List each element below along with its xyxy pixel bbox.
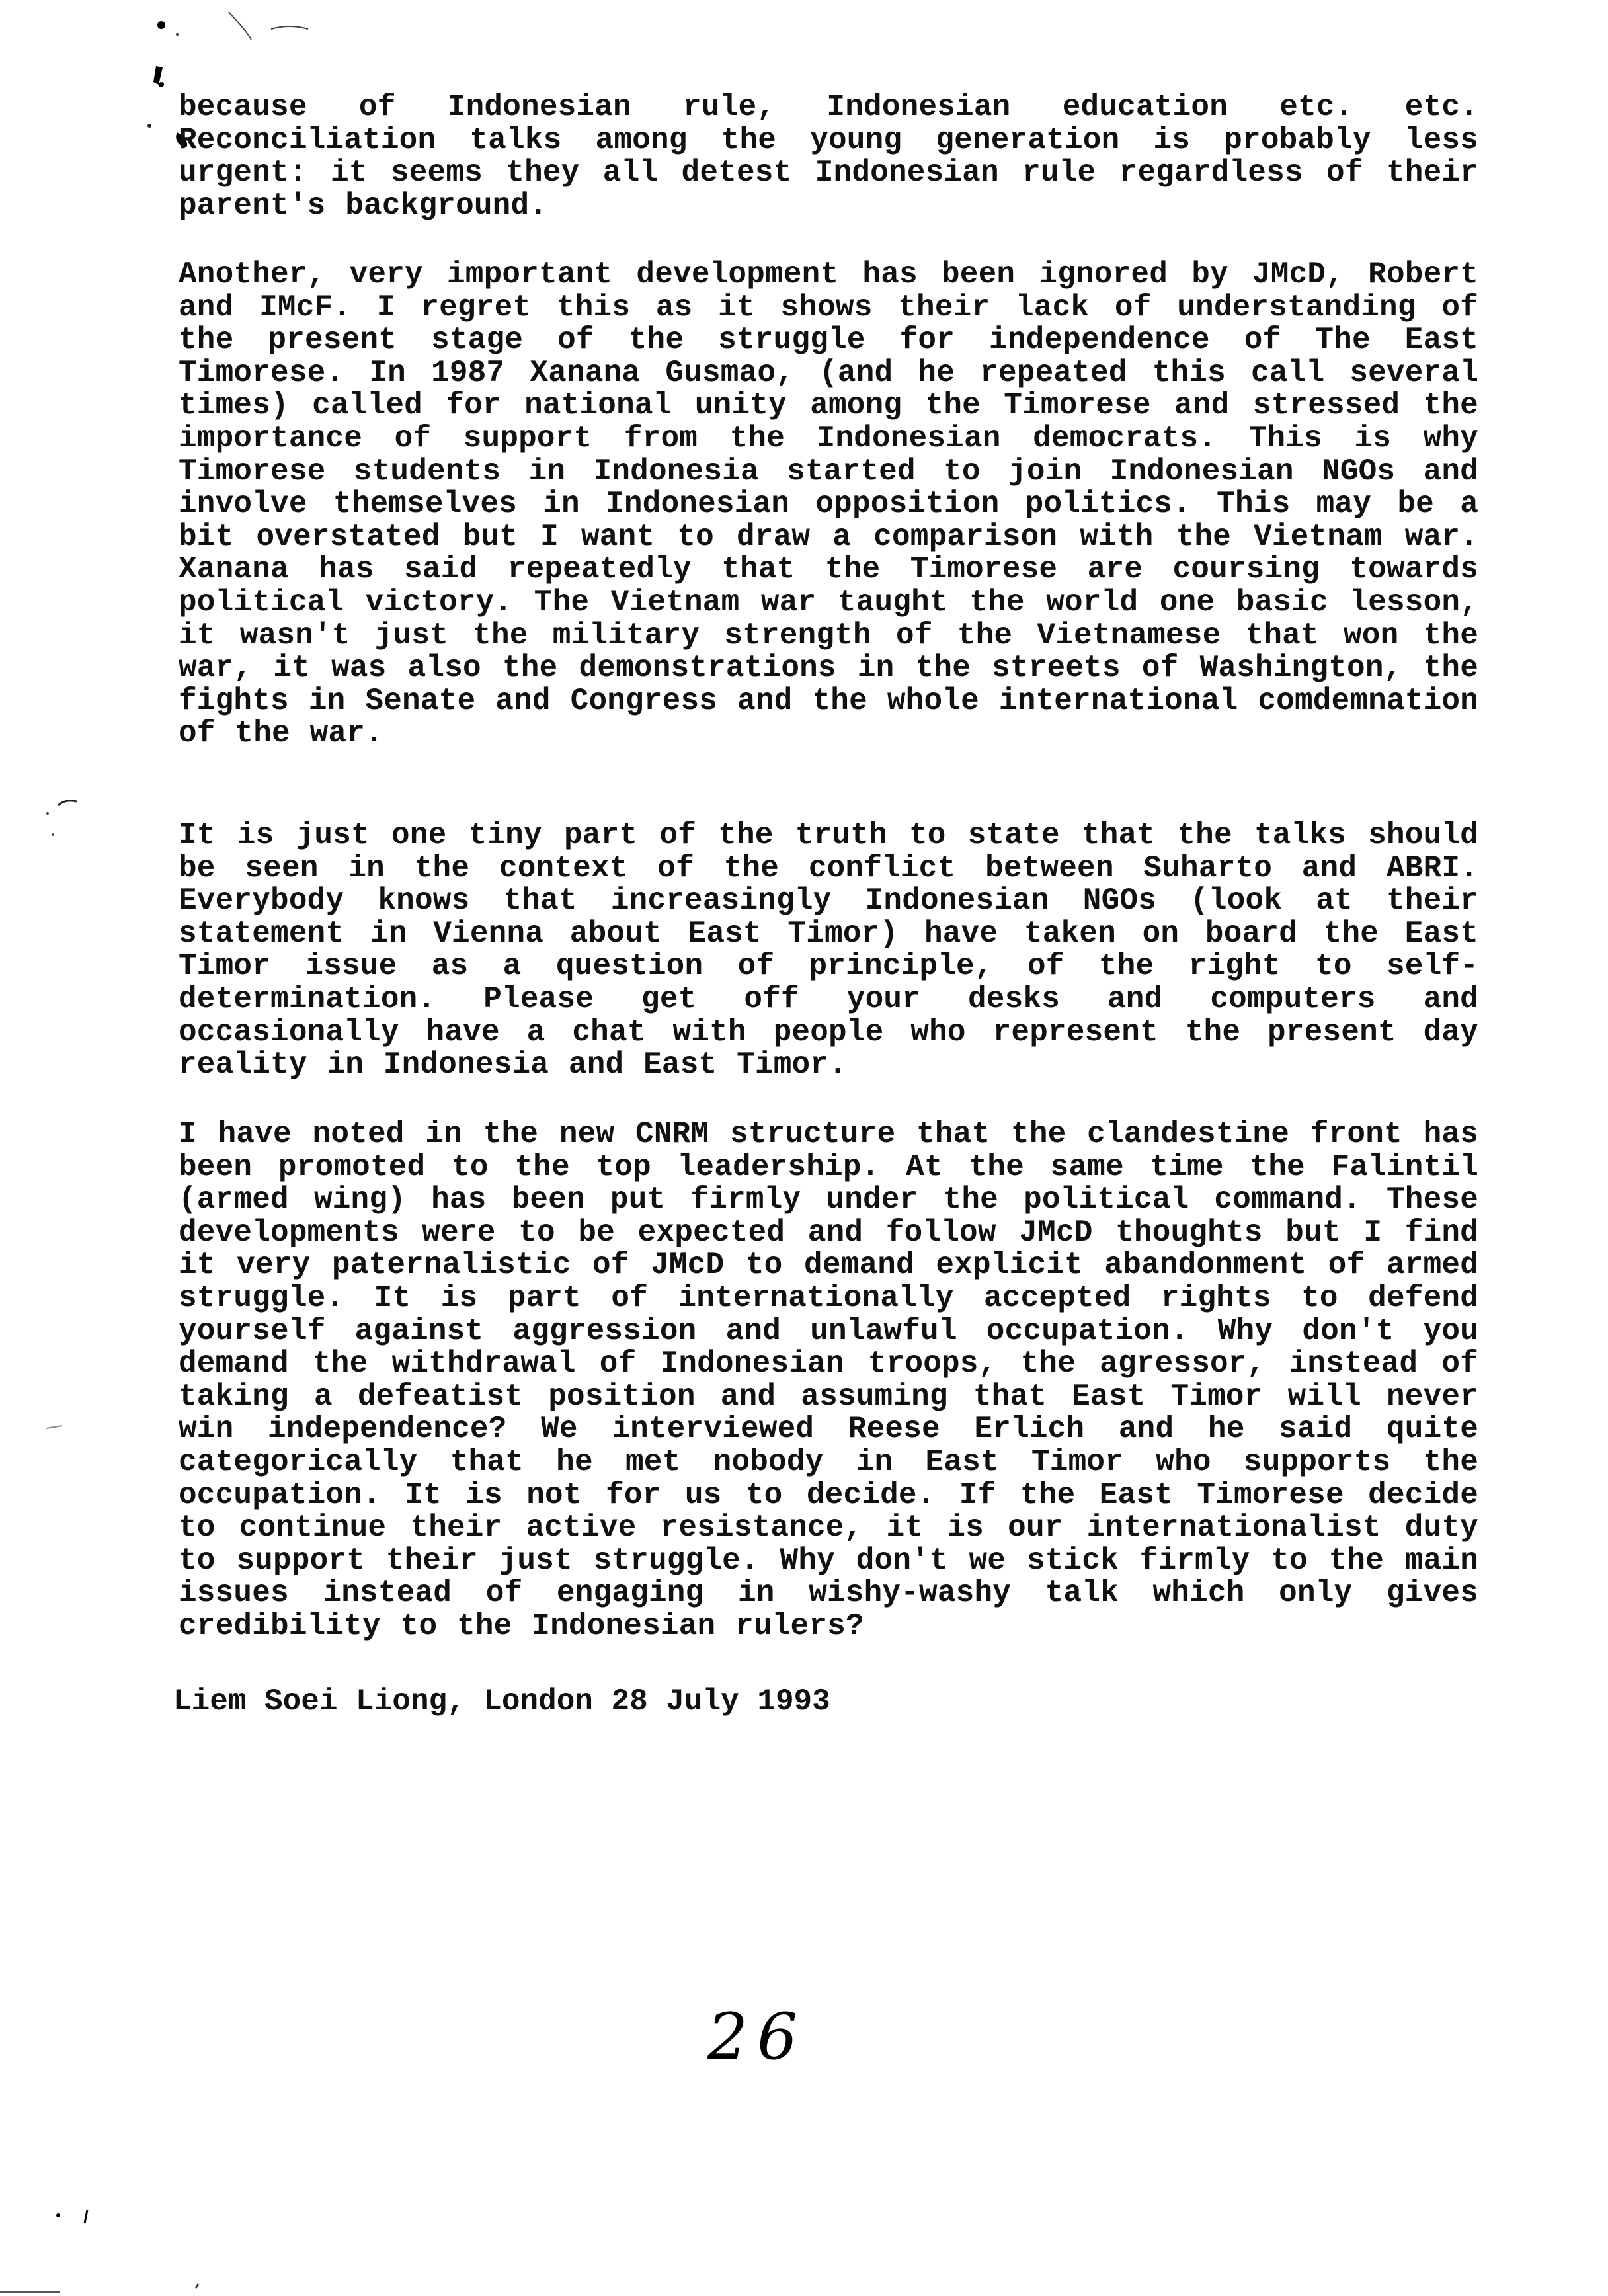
paragraph-4: I have noted in the new CNRM structure that the clandestine front has been promoted to the top leadership. At the same time the Falintil (armed wing) has been put firmly under the political command. These developments were to be expected and follow JMcD thoughts but I find it very paternalistic of JMcD to demand explicit abandonment of armed struggle. It is part of internationally accepted rights to defend yourself against aggression and unlawful occupation. Why don't you demand the withdrawal of Indonesian troops, the agressor, instead of taking a defeatist position and assuming that East Timor will never win independence? We interviewed Reese Erlich and he said quite categorically that he met nobody in East Timor who supports the occupation. It is not for us to decide. If the East Timorese decide to continue their active resistance, it is our internationalist duty to support their just struggle. Why don't we stick firmly to the main issues instead of engaging in wishy-washy talk which only gives credibility to the Indonesian rulers? [179,1117,1478,1643]
paragraph-1: because of Indonesian rule, Indonesian education etc. etc. Reconciliation talks among the young generation is probably less urgent: it seems they all detest Indonesian rule regardless of their parent's background. [179,90,1478,223]
handwritten-page-number: 26 [707,2000,807,2074]
signature-line: Liem Soei Liong, London 28 July 1993 [173,1684,830,1719]
paragraph-2: Another, very important development has been ignored by JMcD, Robert and IMcF. I regret this as it shows their lack of understanding of the present stage of the struggle for independence of The East Timorese. In 1987 Xanana Gusmao, (and he repeated this call several times) called for national unity among the Timorese and stressed the importance of support from the Indonesian democrats. This is why Timorese students in Indonesia started to join Indonesian NGOs and involve themselves in Indonesian opposition politics. This may be a bit overstated but I want to draw a comparison with the Vietnam war. Xanana has said repeatedly that the Timorese are coursing towards political victory. The Vietnam war taught the world one basic lesson, it wasn't just the military strength of the Vietnamese that won the war, it was also the demonstrations in the streets of Washington, the fights in Senate and Congress and the whole international comdemnation of the war. [179,257,1478,751]
paragraph-3: It is just one tiny part of the truth to state that the talks should be seen in the context of the conflict between Suharto and ABRI. Everybody knows that increasingly Indonesian NGOs (look at their statement in Vienna about East Timor) have taken on board the East Timor issue as a question of principle, of the right to self-determination. Please get off your desks and computers and occasionally have a chat with people who represent the present day reality in Indonesia and East Timor. [179,818,1478,1083]
